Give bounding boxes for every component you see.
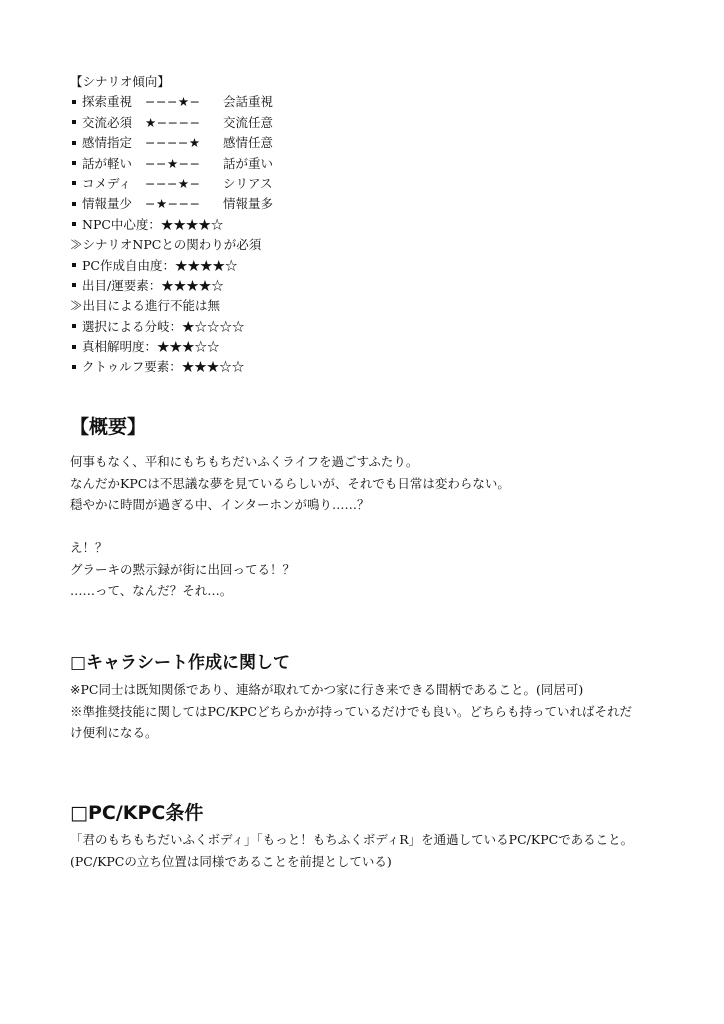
- pc-kpc-conditions-body: [70, 829, 670, 872]
- character-sheet-line: け便利になる。: [70, 725, 158, 740]
- scale-value: −★−−−: [145, 196, 201, 212]
- bullet-icon: [72, 141, 76, 145]
- overview-line: 何事もなく、平和にもちもちだいふくライフを過ごすふたり。: [70, 454, 419, 469]
- tendency-scale-row: [70, 92, 273, 112]
- overview-heading: 【概要】: [70, 416, 147, 438]
- scale-right-label: 話が重い: [223, 155, 274, 171]
- bullet-icon: [72, 222, 76, 226]
- overview-line: ……って、なんだ？それ…。: [70, 583, 233, 598]
- tendency-scale-row: [70, 133, 273, 153]
- bullet-icon: [72, 181, 76, 185]
- pc-kpc-conditions-heading: □PC/KPC条件: [70, 802, 204, 824]
- cthulhu-rating: クトゥルフ要素：★★★☆☆: [70, 357, 273, 377]
- dice-note: ≫出目による進行不能は無: [70, 298, 221, 314]
- branch-rating: 選択による分岐：★☆☆☆☆: [70, 317, 273, 337]
- character-sheet-line: ※PC同士は既知関係であり、連絡が取れてかつ家に行き来できる間柄であること。(同居可): [70, 682, 584, 697]
- character-sheet-line: ※準推奨技能に関してはPC/KPCどちらかが持っているだけでも良い。どちらも持っていればそれだ: [70, 703, 633, 719]
- bullet-icon: [72, 202, 76, 206]
- pc-freedom-rating: PC作成自由度：★★★★☆: [70, 256, 273, 276]
- overview-line: グラーキの黙示録が街に出回ってる！？: [70, 561, 296, 577]
- tendency-heading: 【シナリオ傾向】: [70, 74, 170, 89]
- bullet-icon: [72, 324, 76, 328]
- scale-left-label: コメディ: [82, 175, 132, 191]
- bullet-icon: [72, 345, 76, 349]
- scale-left-label: 探索重視: [82, 94, 133, 110]
- overview-line: なんだかKPCは不思議な夢を見ているらしいが、それでも日常は変わらない。: [70, 475, 510, 491]
- pc-kpc-line: 「君のもちもちだいふくボディ」「もっと！もちふくボディR」を通過しているPC/KPCであること。: [70, 832, 634, 847]
- scale-value: −−−★−: [145, 175, 201, 191]
- scale-right-label: 感情任意: [223, 135, 274, 151]
- tendency-scale-row: [70, 194, 273, 214]
- bullet-icon: [72, 263, 76, 267]
- scale-right-label: 交流任意: [223, 114, 274, 130]
- scale-left-label: 話が軽い: [82, 155, 133, 171]
- bullet-icon: [72, 120, 76, 124]
- blank-line: [70, 516, 670, 538]
- scale-right-label: シリアス: [223, 175, 273, 191]
- scale-right-label: 情報量多: [223, 196, 274, 212]
- character-sheet-heading: □キャラシート作成に関して: [70, 653, 291, 673]
- tendency-scale-row: [70, 113, 273, 133]
- dice-rating: 出目/運要素：★★★★☆: [70, 276, 273, 296]
- scale-value: ★−−−−: [145, 114, 201, 130]
- bullet-icon: [72, 100, 76, 104]
- tendency-scale-row: [70, 174, 273, 194]
- tendency-scale-row: [70, 154, 273, 174]
- scale-left-label: 情報量少: [82, 196, 133, 212]
- overview-body: [70, 451, 670, 602]
- scale-value: −−−★−: [145, 94, 201, 110]
- bullet-icon: [72, 283, 76, 287]
- character-sheet-body: [70, 679, 670, 744]
- pc-kpc-line: (PC/KPCの立ち位置は同様であることを前提としている): [70, 853, 392, 869]
- overview-line: 穏やかに時間が過ぎる中、インターホンが鳴り……？: [70, 497, 370, 512]
- scale-left-label: 交流必須: [82, 114, 133, 130]
- scale-left-label: 感情指定: [82, 135, 133, 151]
- npc-note: ≫シナリオNPCとの関わりが必須: [70, 237, 262, 253]
- scale-right-label: 会話重視: [223, 94, 274, 110]
- scale-value: −−−−★: [145, 135, 201, 151]
- bullet-icon: [72, 161, 76, 165]
- scale-value: −−★−−: [145, 155, 201, 171]
- bullet-icon: [72, 365, 76, 369]
- overview-line: え！？: [70, 540, 108, 555]
- truth-rating: 真相解明度：★★★☆☆: [70, 337, 273, 357]
- npc-rating: NPC中心度：★★★★☆: [70, 215, 273, 235]
- scenario-tendency-section: [70, 72, 273, 378]
